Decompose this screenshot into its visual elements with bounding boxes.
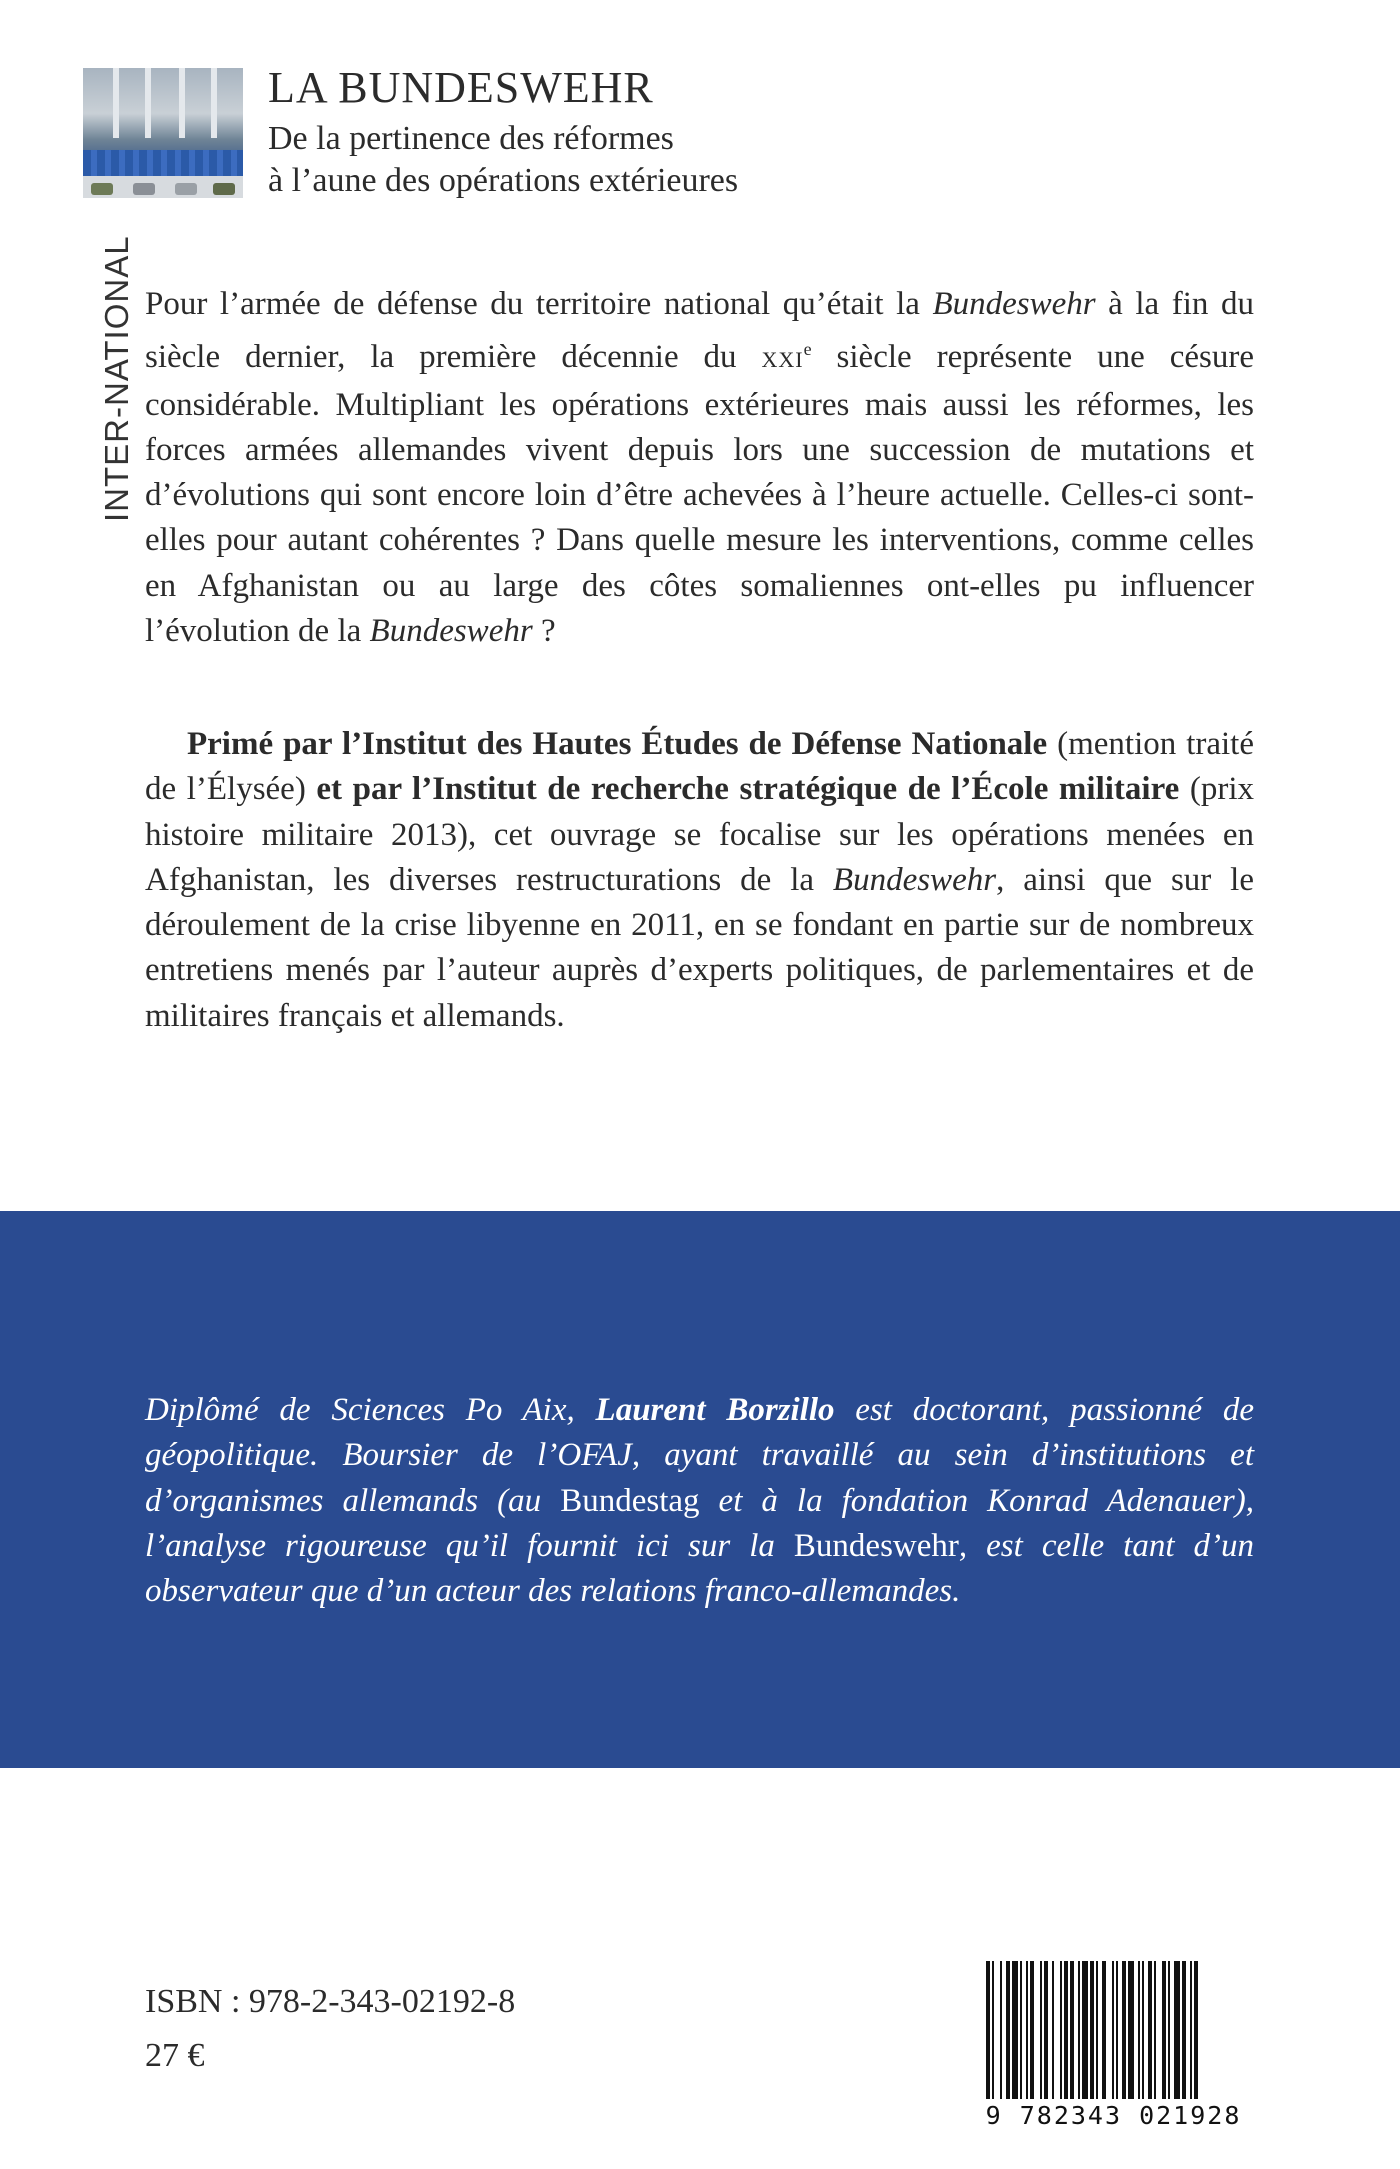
book-title: LA BUNDESWEHR	[268, 63, 654, 112]
barcode-bar	[1090, 1961, 1094, 2099]
barcode	[976, 1957, 1251, 2142]
barcode-bar	[1116, 1961, 1118, 2099]
barcode-bar	[1026, 1961, 1028, 2099]
barcode-bar	[1162, 1961, 1166, 2099]
barcode-bar	[986, 1961, 990, 2099]
barcode-bar	[1194, 1961, 1198, 2099]
barcode-bar	[1168, 1961, 1170, 2099]
barcode-bar	[1128, 1961, 1134, 2099]
barcode-bar	[1044, 1961, 1048, 2099]
barcode-bar	[1182, 1961, 1186, 2099]
barcode-bar	[1012, 1961, 1018, 2099]
barcode-bar	[1112, 1961, 1114, 2099]
series-label: INTER-NATIONAL	[98, 235, 135, 522]
barcode-bar	[1030, 1961, 1034, 2099]
barcode-bar	[1052, 1961, 1054, 2099]
author-name: Laurent Borzillo	[595, 1392, 835, 1428]
cover-thumbnail-image	[83, 68, 243, 198]
barcode-bar	[1040, 1961, 1042, 2099]
barcode-bar	[1000, 1961, 1002, 2099]
price: 27 €	[145, 2037, 205, 2074]
barcode-bar	[992, 1961, 994, 2099]
barcode-bar	[1138, 1961, 1140, 2099]
barcode-digits: 9 782343 021928	[985, 2101, 1242, 2130]
subtitle-line-1: De la pertinence des réformes	[268, 120, 674, 157]
barcode-bar	[1096, 1961, 1098, 2099]
barcode-bar	[1060, 1961, 1062, 2099]
barcode-bar	[1190, 1961, 1192, 2099]
barcode-bar	[1102, 1961, 1106, 2099]
barcode-bar	[1078, 1961, 1080, 2099]
author-bio: Diplômé de Sciences Po Aix, Laurent Borzillo est doctorant, passionné de géopolitique. Boursier de l’OFAJ, ayant travaillé au sein d’institutions et d’organismes allemands (au Bundestag et à la fondation Konrad Adenauer), l’analyse rigoureuse qu’il fournit ici sur la Bundeswehr, est celle tant d’un observateur que d’un acteur des relations franco-allemandes.	[145, 1392, 1254, 1610]
intro-paragraph: Pour l’armée de défense du territoire national qu’était la Bundeswehr à la fin du siècle dernier, la première décennie du XXIe siècle représente une césure considérable. Multipliant les opérations extérieures mais aussi les réformes, les forces armées allemandes vivent depuis lors une succession de mutations et d’évolutions qui sont encore loin d’être achevées à l’heure actuelle. Celles-ci sont-elles pour autant cohérentes ? Dans quelle mesure les interventions, comme celles en Afghanistan ou au large des côtes somaliennes ont-elles pu influencer l’évolution de la Bundeswehr ?	[145, 286, 1254, 650]
barcode-bar	[1020, 1961, 1022, 2099]
barcode-bar	[1174, 1961, 1180, 2099]
barcode-bar	[1154, 1961, 1156, 2099]
barcode-bar	[1122, 1961, 1126, 2099]
subtitle-line-2: à l’aune des opérations extérieures	[268, 162, 739, 199]
barcode-bar	[1142, 1961, 1144, 2099]
book-subtitle	[268, 118, 738, 202]
barcode-bar	[1006, 1961, 1010, 2099]
barcode-bar	[1064, 1961, 1068, 2099]
isbn: ISBN : 978-2-343-02192-8	[145, 1983, 516, 2020]
barcode-bar	[1082, 1961, 1088, 2099]
barcode-bar	[1148, 1961, 1152, 2099]
barcode-bar	[1070, 1961, 1074, 2099]
award-paragraph: Primé par l’Institut des Hautes Études de Défense Nationale (mention traité de l’Élysée) et par l’Institut de recherche stratégique de l’École militaire (prix histoire militaire 2013), cet ouvrage se focalise sur les opérations menées en Afghanistan, les diverses restructurations de la Bundeswehr, ainsi que sur le déroulement de la crise libyenne en 2011, en se fondant en partie sur de nombreux entretiens menés par l’auteur auprès d’experts politiques, de parlementaires et de militaires français et allemands.	[145, 726, 1254, 1034]
